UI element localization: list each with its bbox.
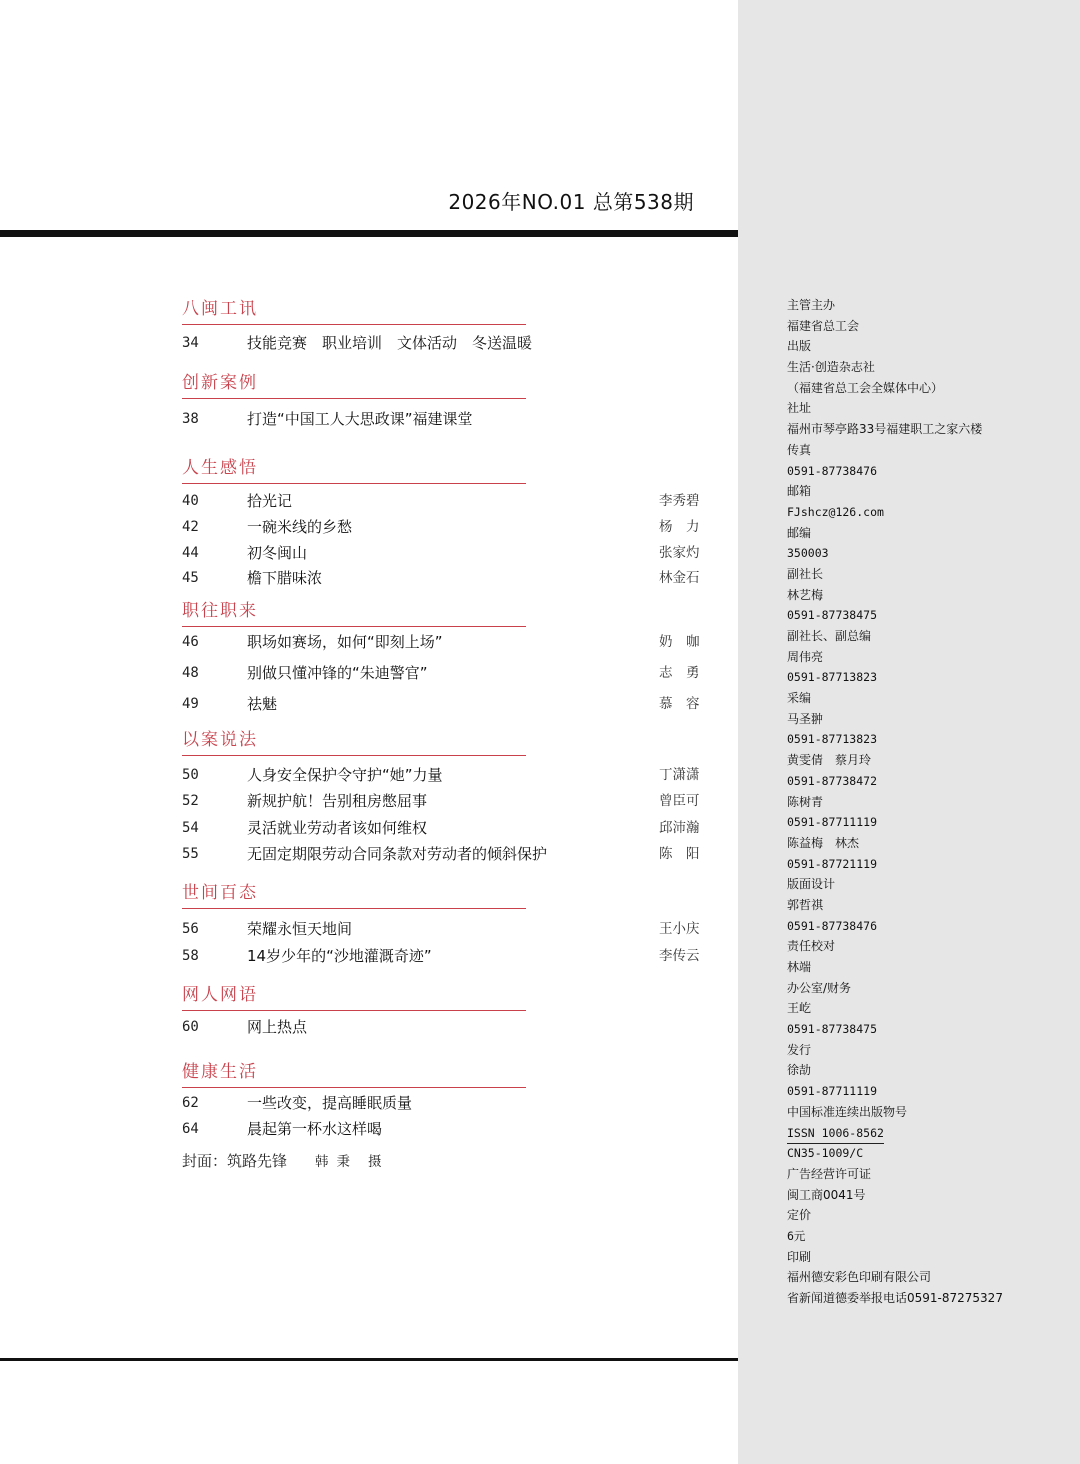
masthead-line: 传真	[787, 442, 812, 457]
bottom-rule	[0, 1358, 738, 1361]
masthead-line: 邮箱	[787, 484, 812, 499]
toc-entry[interactable]	[182, 515, 722, 539]
masthead-line: 林艺梅	[787, 587, 824, 602]
author: 陈 阳	[659, 846, 700, 862]
author: 林金石	[659, 570, 700, 586]
author: 王小庆	[659, 921, 700, 937]
page-number: 55	[182, 846, 199, 862]
page-number: 58	[182, 948, 199, 964]
masthead-line: 中国标准连续出版物号	[787, 1104, 908, 1119]
article-title: 职场如赛场，如何“即刻上场”	[247, 633, 443, 651]
page-number: 34	[182, 335, 199, 351]
page-number: 64	[182, 1121, 199, 1137]
masthead-line: 社址	[787, 401, 812, 416]
masthead-line	[787, 1123, 1067, 1144]
section-title: 世间百态	[182, 882, 526, 909]
photographer: 韩秉	[315, 1154, 359, 1170]
article-title: 别做只懂冲锋的“朱迪警官”	[247, 664, 428, 682]
issn-number: ISSN 1006-8562	[787, 1123, 884, 1145]
masthead-line: 责任校对	[787, 939, 836, 954]
page-number: 42	[182, 519, 199, 535]
masthead-line: 福州市琴亭路33号福建职工之家六楼	[787, 422, 983, 437]
author: 曾臣可	[659, 793, 700, 809]
page-number: 44	[182, 545, 199, 561]
toc-entry[interactable]	[182, 763, 722, 787]
masthead-line: 0591-87738476	[787, 918, 878, 933]
article-title: 网上热点	[247, 1018, 308, 1036]
top-rule	[0, 230, 738, 237]
masthead-line: 定价	[787, 1208, 812, 1223]
masthead-line: 马圣翀	[787, 711, 824, 726]
toc-entry[interactable]	[182, 692, 722, 716]
masthead-line: 0591-87711119	[787, 815, 878, 830]
author: 丁潇潇	[659, 767, 700, 783]
masthead-line: 陈益梅 林杰	[787, 835, 860, 850]
toc-entry[interactable]	[182, 1117, 722, 1141]
toc-entry[interactable]	[182, 661, 722, 685]
section-title: 创新案例	[182, 372, 526, 399]
article-title: 14岁少年的“沙地灌溉奇迹”	[247, 947, 432, 965]
toc-entry[interactable]	[182, 1015, 722, 1039]
article-title: 一些改变，提高睡眠质量	[247, 1094, 413, 1112]
masthead-line: 福州德安彩色印刷有限公司	[787, 1270, 932, 1285]
page-number: 60	[182, 1019, 199, 1035]
page-number: 54	[182, 820, 199, 836]
masthead-line: 广告经营许可证	[787, 1166, 872, 1181]
article-title: 祛魅	[247, 695, 278, 713]
masthead-line: 生活·创造杂志社	[787, 360, 875, 375]
masthead-line: 0591-87738472	[787, 773, 878, 788]
masthead-line: 0591-87738476	[787, 463, 878, 478]
author: 李传云	[659, 948, 700, 964]
toc-entry[interactable]	[182, 541, 722, 565]
toc-entry[interactable]	[182, 789, 722, 813]
masthead-line: 黄雯倩 蔡月玲	[787, 753, 872, 768]
masthead-line[interactable]: FJshcz@126.com	[787, 504, 884, 519]
author: 志 勇	[659, 665, 700, 681]
article-title: 无固定期限劳动合同条款对劳动者的倾斜保护	[247, 845, 548, 863]
cover-label: 封面：筑路先锋	[182, 1152, 288, 1170]
masthead-line: 0591-87713823	[787, 732, 878, 747]
toc-entry[interactable]	[182, 944, 722, 968]
page-number: 45	[182, 570, 199, 586]
toc-entry[interactable]	[182, 630, 722, 654]
page-number: 46	[182, 634, 199, 650]
article-title: 檐下腊味浓	[247, 569, 323, 587]
masthead-line: 林端	[787, 960, 812, 974]
masthead-line: 徐劼	[787, 1063, 812, 1078]
toc-entry[interactable]	[182, 917, 722, 941]
page-number: 38	[182, 411, 199, 427]
author: 慕 容	[659, 696, 700, 712]
masthead-line: 王屹	[787, 1001, 812, 1016]
page-number: 52	[182, 793, 199, 809]
page-number: 48	[182, 665, 199, 681]
toc-entry[interactable]	[182, 1091, 722, 1115]
masthead-line: 350003	[787, 546, 829, 561]
masthead-line: （福建省总工会全媒体中心）	[787, 380, 944, 395]
photo-credit-suffix: 摄	[368, 1154, 382, 1170]
author: 张家灼	[659, 545, 700, 561]
issue-number: 2026年NO.01 总第538期	[448, 190, 694, 214]
section-title: 网人网语	[182, 984, 526, 1011]
article-title: 新规护航！告别租房憋屈事	[247, 792, 428, 810]
toc-entry[interactable]	[182, 816, 722, 840]
masthead-line: 0591-87738475	[787, 608, 878, 623]
toc-entry[interactable]	[182, 842, 722, 866]
masthead-line: 0591-87721119	[787, 856, 878, 871]
article-title: 一碗米线的乡愁	[247, 518, 353, 536]
masthead-line: 副社长、副总编	[787, 629, 872, 643]
masthead-line: 主管主办	[787, 298, 836, 312]
page-number: 50	[182, 767, 199, 783]
masthead-line: 0591-87711119	[787, 1084, 878, 1099]
toc-entry[interactable]	[182, 407, 722, 431]
masthead-line: 发行	[787, 1042, 812, 1057]
page-number: 62	[182, 1095, 199, 1111]
page-number: 40	[182, 493, 199, 509]
section-title: 八闽工讯	[182, 298, 526, 325]
masthead-line: CN35-1009/C	[787, 1146, 864, 1161]
article-title: 荣耀永恒天地间	[247, 920, 353, 938]
article-title: 灵活就业劳动者该如何维权	[247, 819, 428, 837]
author: 李秀碧	[659, 493, 700, 509]
masthead-line: 6元	[787, 1228, 806, 1243]
toc-entry[interactable]	[182, 331, 722, 355]
article-title: 晨起第一杯水这样喝	[247, 1120, 383, 1138]
toc-entry[interactable]	[182, 489, 722, 513]
masthead-line: 出版	[787, 339, 812, 354]
masthead-line: 印刷	[787, 1249, 812, 1264]
article-title: 拾光记	[247, 492, 293, 510]
masthead-line: 0591-87713823	[787, 670, 878, 685]
article-title: 初冬闽山	[247, 544, 308, 562]
masthead-line: 采编	[787, 691, 812, 706]
masthead-line: 郭哲祺	[787, 897, 824, 912]
masthead-line: 周伟亮	[787, 649, 824, 664]
section-title: 人生感悟	[182, 457, 526, 484]
author: 邱沛瀚	[659, 820, 700, 836]
masthead-line: 副社长	[787, 566, 824, 581]
masthead-line: 省新闻道德委举报电话0591-87275327	[787, 1291, 1003, 1305]
article-title: 技能竞赛 职业培训 文体活动 冬送温暖	[247, 334, 533, 352]
cover-credit	[182, 1150, 382, 1171]
section-title: 健康生活	[182, 1061, 526, 1088]
masthead-line: 闽工商0041号	[787, 1187, 866, 1202]
page-number: 56	[182, 921, 199, 937]
section-title: 以案说法	[182, 729, 526, 756]
article-title: 打造“中国工人大思政课”福建课堂	[247, 410, 473, 428]
article-title: 人身安全保护令守护“她”力量	[247, 766, 443, 784]
masthead-line: 福建省总工会	[787, 318, 860, 333]
page-number: 49	[182, 696, 199, 712]
author: 杨 力	[659, 519, 700, 535]
masthead-line: 办公室/财务	[787, 980, 852, 995]
masthead-line: 0591-87738475	[787, 1022, 878, 1037]
toc-entry[interactable]	[182, 566, 722, 590]
masthead-line: 邮编	[787, 525, 812, 540]
author: 奶 咖	[659, 634, 700, 650]
masthead	[787, 295, 1067, 1309]
masthead-line: 陈树青	[787, 794, 824, 809]
masthead-line: 版面设计	[787, 877, 836, 892]
section-title: 职往职来	[182, 600, 526, 627]
